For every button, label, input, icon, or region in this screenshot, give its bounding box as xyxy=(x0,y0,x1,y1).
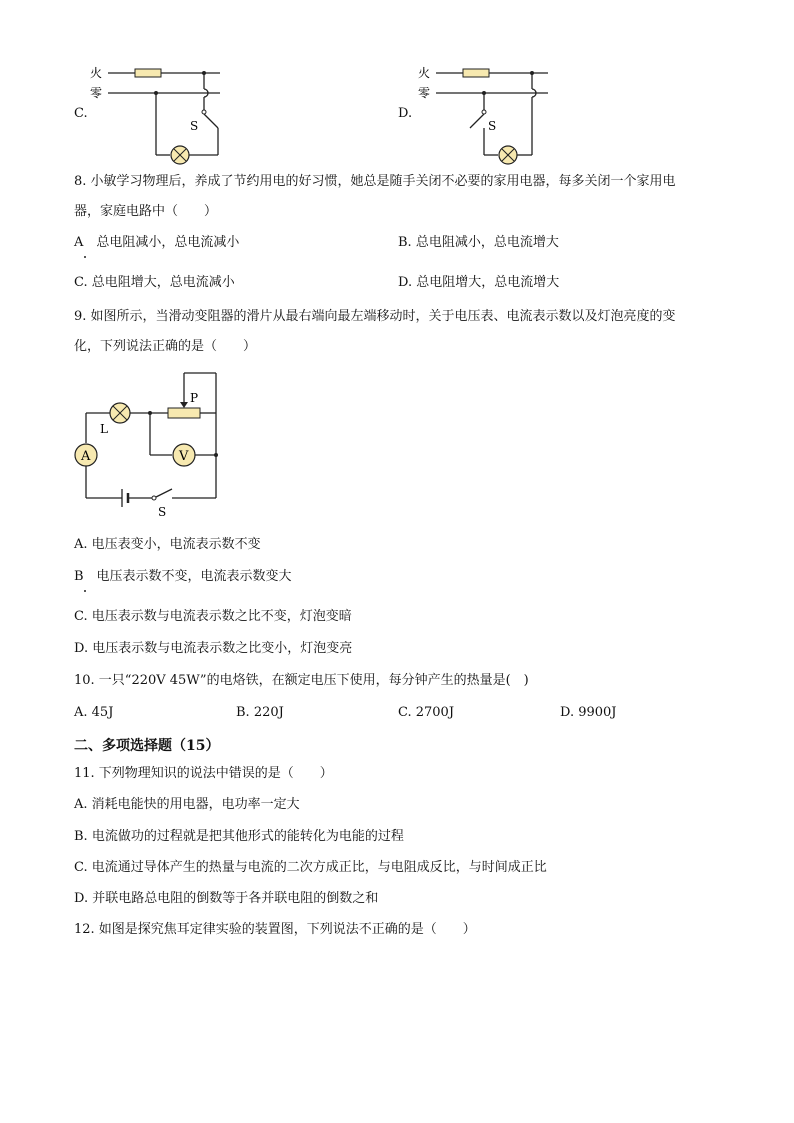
live-wire-label: 火 xyxy=(90,66,103,80)
q10-option-c: C. 2700J xyxy=(398,705,455,720)
voltmeter-label: V xyxy=(179,449,189,464)
switch-icon xyxy=(470,114,484,128)
ammeter-label: A xyxy=(81,449,91,464)
ammeter-icon xyxy=(75,444,97,466)
q9-option-c: C. 电压表示数与电流表示数之比不变，灯泡变暗 xyxy=(74,609,352,624)
switch-label: S xyxy=(190,119,199,133)
q11-option-a: A. 消耗电能快的用电器，电功率一定大 xyxy=(74,797,300,812)
circuit-diagram-c xyxy=(80,60,240,170)
switch-icon xyxy=(156,489,172,497)
voltmeter-icon xyxy=(173,444,195,466)
switch-icon xyxy=(204,114,218,128)
q10-option-d: D. 9900J xyxy=(560,705,617,720)
lamp-label: L xyxy=(100,422,108,436)
q11-option-d: D. 并联电路总电阻的倒数等于各并联电阻的倒数之和 xyxy=(74,891,379,906)
q8-option-c: C. 总电阻增大，总电流减小 xyxy=(74,275,235,290)
q8-option-d: D. 总电阻增大，总电流增大 xyxy=(398,275,560,290)
switch-label: S xyxy=(158,505,167,518)
neutral-wire-label: 零 xyxy=(418,86,431,100)
rheostat-icon xyxy=(168,408,200,418)
stray-dot xyxy=(84,590,86,592)
q8-stem-line1: 8. 小敏学习物理后，养成了节约用电的好习惯，她总是随手关闭不必要的家用电器，每多关闭一个家用电 xyxy=(74,174,676,189)
fuse-icon xyxy=(463,69,489,77)
q10-option-b: B. 220J xyxy=(236,705,284,720)
q9-stem-line1: 9. 如图所示，当滑动变阻器的滑片从最右端向最左端移动时，关于电压表、电流表示数以及灯泡亮度的变 xyxy=(74,309,676,324)
battery-icon xyxy=(122,489,128,507)
q11-option-b: B. 电流做功的过程就是把其他形式的能转化为电能的过程 xyxy=(74,829,404,844)
circuit-diagram-q9 xyxy=(66,368,236,518)
q10-stem: 10. 一只“220V 45W”的电烙铁，在额定电压下使用，每分钟产生的热量是( ) xyxy=(74,673,529,688)
option-c-label: C. xyxy=(74,106,88,121)
lamp-icon xyxy=(171,146,189,164)
q12-stem: 12. 如图是探究焦耳定律实验的装置图，下列说法不正确的是（ ） xyxy=(74,922,476,937)
section-title: 二、多项选择题（15） xyxy=(74,738,220,754)
q11-stem: 11. 下列物理知识的说法中错误的是（ ） xyxy=(74,766,333,781)
q10-option-a: A. 45J xyxy=(74,705,114,720)
q8-option-b: B. 总电阻减小，总电流增大 xyxy=(398,235,559,250)
option-d-label: D. xyxy=(398,106,413,121)
fuse-icon xyxy=(135,69,161,77)
lamp-icon xyxy=(110,403,130,423)
lamp-icon xyxy=(499,146,517,164)
q8-stem-line2: 器，家庭电路中（ ） xyxy=(74,204,218,219)
stray-dot xyxy=(84,256,86,258)
q9-option-b: B 电压表示数不变，电流表示数变大 xyxy=(74,569,292,584)
neutral-wire-label: 零 xyxy=(90,86,103,100)
q9-option-d: D. 电压表示数与电流表示数之比变小，灯泡变亮 xyxy=(74,641,353,656)
q9-option-a: A. 电压表变小，电流表示数不变 xyxy=(74,537,261,552)
q8-option-a: A 总电阻减小，总电流减小 xyxy=(74,235,240,250)
live-wire-label: 火 xyxy=(418,66,431,80)
slider-label: P xyxy=(190,391,199,405)
switch-label: S xyxy=(488,119,497,133)
q9-stem-line2: 化，下列说法正确的是（ ） xyxy=(74,339,257,354)
circuit-diagram-d xyxy=(408,60,568,170)
q11-option-c: C. 电流通过导体产生的热量与电流的二次方成正比，与电阻成反比，与时间成正比 xyxy=(74,860,547,875)
